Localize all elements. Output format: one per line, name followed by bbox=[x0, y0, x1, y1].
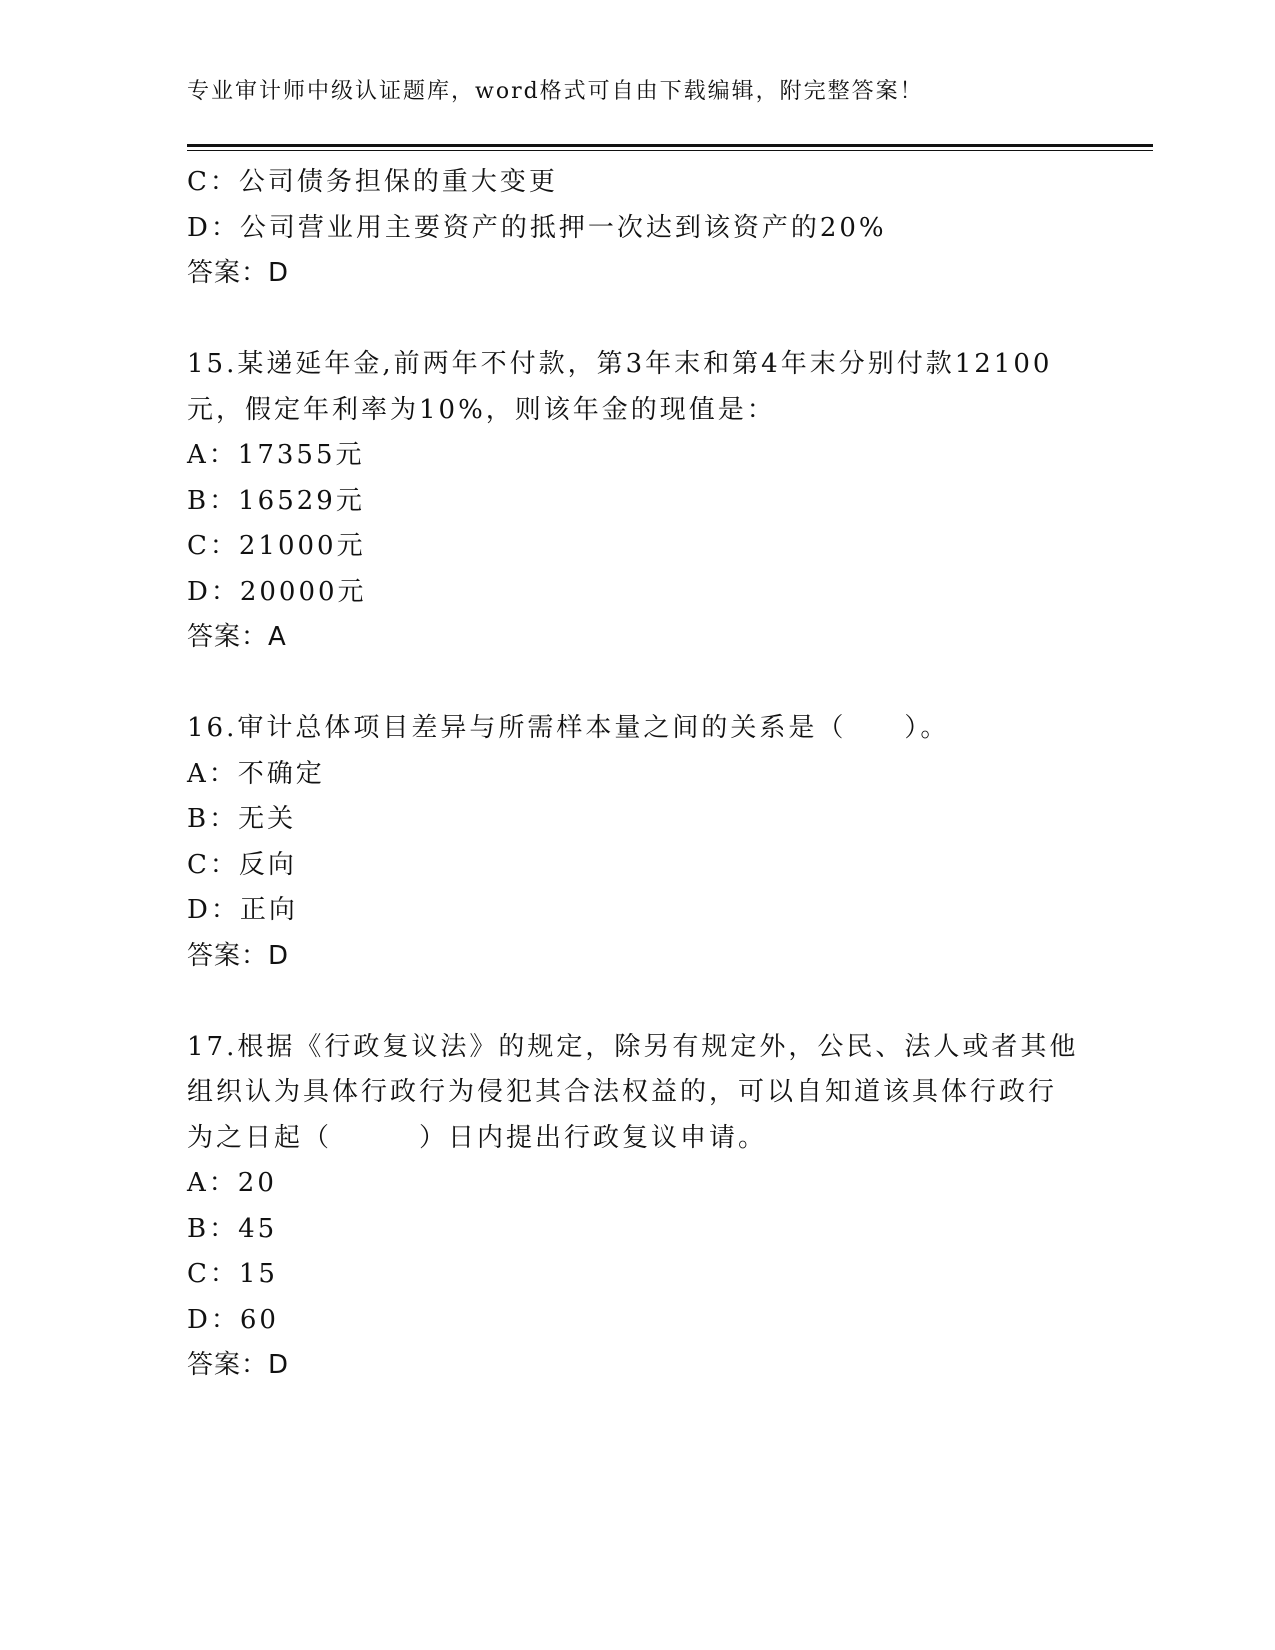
option-c: C：反向 bbox=[187, 849, 297, 880]
option-d: D：公司营业用主要资产的抵押一次达到该资产的20% bbox=[187, 212, 887, 243]
option-d: D：20000元 bbox=[187, 576, 367, 607]
question-text-line: 17.根据《行政复议法》的规定，除另有规定外，公民、法人或者其他 bbox=[187, 1031, 1079, 1062]
option-b: B：45 bbox=[187, 1213, 278, 1244]
question-text-line: 15.某递延年金,前两年不付款，第3年末和第4年末分别付款12100 bbox=[187, 349, 1053, 379]
question-15 bbox=[187, 342, 1087, 661]
option-d: D：60 bbox=[187, 1304, 279, 1335]
option-b: B：16529元 bbox=[187, 485, 365, 516]
option-b: B：无关 bbox=[187, 804, 297, 834]
question-text-line: 为之日起（ ）日内提出行政复议申请。 bbox=[187, 1122, 768, 1153]
answer-line: 答案：A bbox=[187, 622, 287, 652]
question-text-line: 元，假定年利率为10%，则该年金的现值是： bbox=[187, 394, 776, 425]
question-list bbox=[187, 160, 1087, 1389]
option-a: A：17355元 bbox=[187, 440, 365, 470]
option-a: A：不确定 bbox=[187, 758, 325, 789]
header-rule-thin bbox=[187, 150, 1153, 151]
question-14-tail bbox=[187, 160, 1087, 297]
option-a: A：20 bbox=[187, 1168, 277, 1198]
answer-line: 答案：D bbox=[187, 940, 290, 971]
question-16 bbox=[187, 706, 1087, 979]
question-17 bbox=[187, 1025, 1087, 1389]
option-c: C：21000元 bbox=[187, 531, 366, 561]
option-c: C：15 bbox=[187, 1259, 278, 1289]
option-d: D：正向 bbox=[187, 895, 298, 925]
question-text-line: 16.审计总体项目差异与所需样本量之间的关系是（ ）。 bbox=[187, 713, 950, 743]
answer-line: 答案：D bbox=[187, 258, 290, 288]
question-gap bbox=[187, 661, 1087, 707]
header-rule-thick bbox=[187, 144, 1153, 147]
answer-line: 答案：D bbox=[187, 1350, 290, 1380]
question-gap bbox=[187, 979, 1087, 1025]
page-header: 专业审计师中级认证题库，word格式可自由下载编辑，附完整答案！ bbox=[187, 79, 924, 104]
option-c: C：公司债务担保的重大变更 bbox=[187, 167, 558, 197]
question-text-line: 组织认为具体行政行为侵犯其合法权益的，可以自知道该具体行政行 bbox=[187, 1077, 1058, 1107]
question-gap bbox=[187, 297, 1087, 343]
